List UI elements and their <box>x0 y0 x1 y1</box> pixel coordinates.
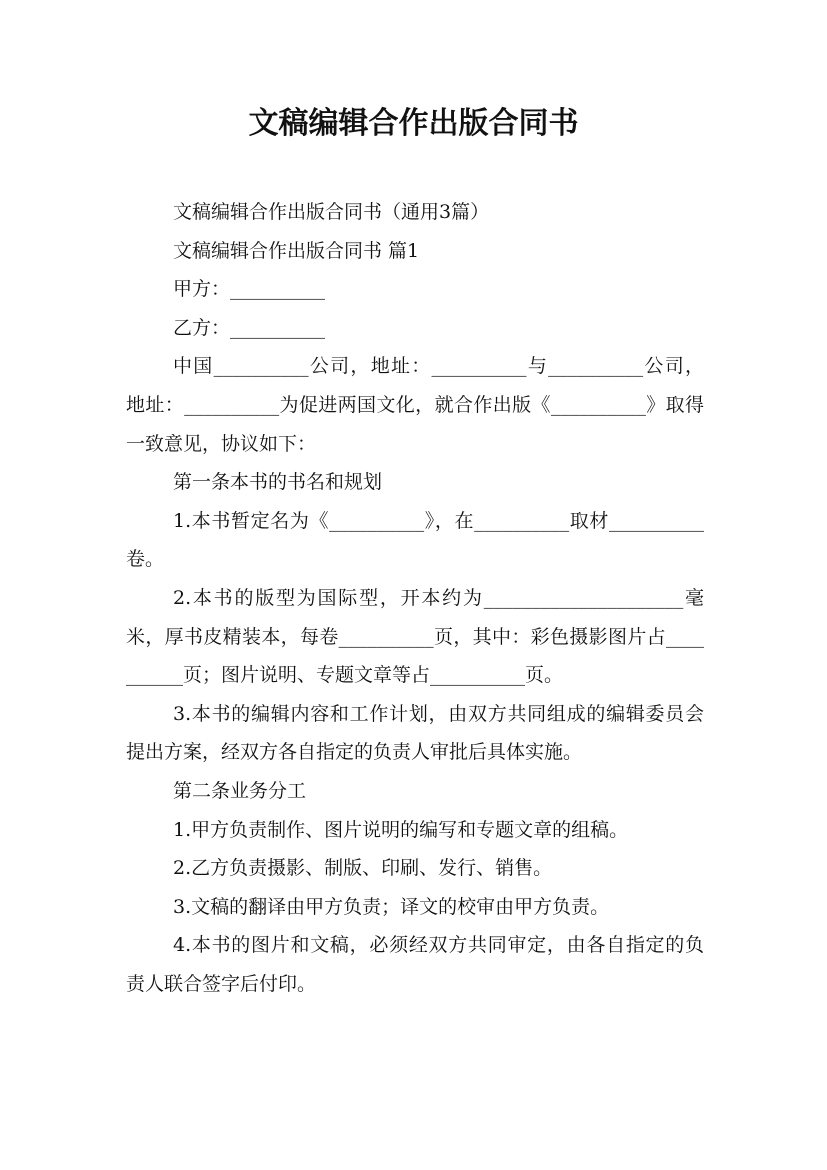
paragraph-party-b: 乙方：__________ <box>173 316 326 339</box>
paragraph-article-2-heading: 第二条业务分工 <box>173 779 307 802</box>
document-body <box>126 193 704 1003</box>
paragraph-preamble: 中国__________公司，地址：__________与__________公司，地址：__________为促进两国文化，就合作出版《__________》取得一致意见，协议如下： <box>126 355 704 455</box>
paragraph-article-1-item-2: 2.本书的版型为国际型，开本约为_____________________毫米，厚书皮精装本，每卷__________页，其中：彩色摄影图片占__________页；图片说明、专题文章等占__________页。 <box>126 586 704 687</box>
paragraph-article-1-heading: 第一条本书的书名和规划 <box>173 471 383 494</box>
paragraph-article-2-item-1: 1.甲方负责制作、图片说明的编写和专题文章的组稿。 <box>173 818 629 841</box>
paragraph-article-1-item-1: 1.本书暂定名为《__________》，在__________取材__________卷。 <box>126 509 704 571</box>
paragraph-subtitle: 文稿编辑合作出版合同书（通用3篇） <box>173 201 490 223</box>
paragraph-article-2-item-2: 2.乙方负责摄影、制版、印刷、发行、销售。 <box>173 857 553 880</box>
paragraph-article-2-item-4: 4.本书的图片和文稿，必须经双方共同审定，由各自指定的负责人联合签字后付印。 <box>126 934 704 995</box>
paragraph-article-2-item-3: 3.文稿的翻译由甲方负责；译文的校审由甲方负责。 <box>173 895 610 918</box>
paragraph-article-1-item-3: 3.本书的编辑内容和工作计划，由双方共同组成的编辑委员会提出方案，经双方各自指定的负责人审批后具体实施。 <box>126 702 704 764</box>
document-title: 文稿编辑合作出版合同书 <box>248 106 579 141</box>
paragraph-part-heading: 文稿编辑合作出版合同书 篇1 <box>173 239 420 262</box>
paragraph-party-a: 甲方：__________ <box>173 278 326 301</box>
